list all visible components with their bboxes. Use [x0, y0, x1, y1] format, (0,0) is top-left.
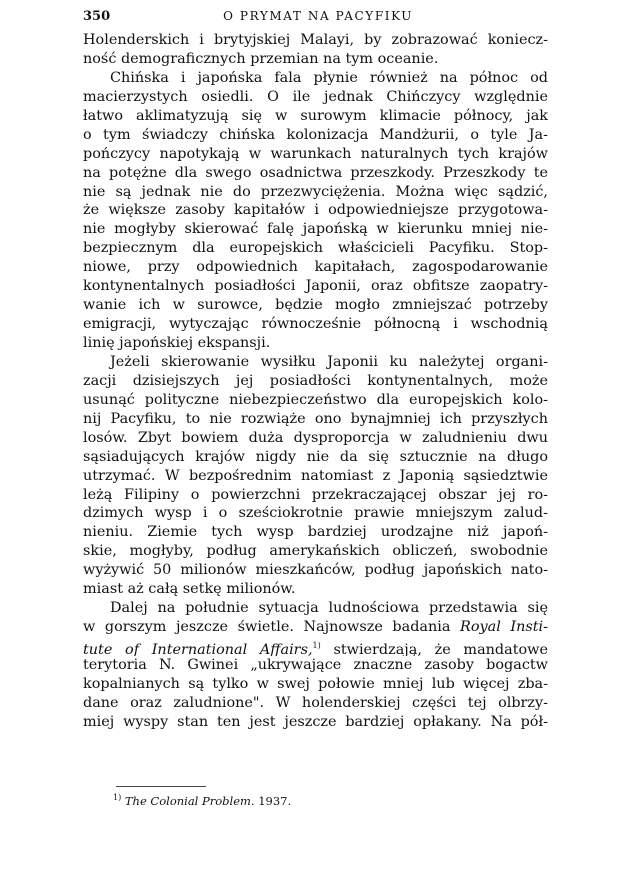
text-line: usunąć polityczne niebezpieczeństwo dla europejskich kolo- [83, 391, 548, 408]
text-line: losów. Zbyt bowiem duża dysproporcja w zaludnieniu dwu [83, 429, 548, 446]
footnote-divider [116, 786, 206, 787]
text-line: Dalej na południe sytuacja ludnościowa przedstawia się [110, 600, 548, 617]
footnote-reference: 1) [312, 641, 321, 650]
footnote-title: The Colonial Problem. [124, 793, 255, 808]
text-line: linię japońskiej ekspansji. [83, 335, 271, 351]
text-line: łatwo aklimatyzują się w surowym klimacie północy, jak [83, 107, 548, 124]
text-line: nieniu. Ziemie tych wysp bardziej urodzajne niż japoń- [83, 524, 548, 541]
text-line: niowe, przy odpowiednich kapitałach, zagospodarowanie [83, 259, 548, 276]
text-line: miast aż całą setkę milionów. [83, 581, 296, 598]
text-line: skie, mogłyby, podług amerykańskich obliczeń, swobodnie [83, 543, 548, 560]
text-line: terytoria N. Gwinei „ukrywające znaczne zasoby bogactw [83, 656, 548, 673]
text-line: nij Pacyfiku, to nie rozwiąże ono bynajmniej ich przyszłych [83, 410, 548, 427]
text-line: leżą Filipiny o powierzchni przekraczającej obszar jej ro- [83, 486, 548, 503]
text-line: że większe zasoby kapitałów i odpowiedniejsze przygotowa- [83, 202, 548, 219]
text-line: Chińska i japońska fala płynie również na północ od [110, 69, 548, 86]
text-line: kopalnianych są tylko w swej połowie mniej lub więcej zba- [83, 675, 548, 692]
page-number: 350 [83, 9, 111, 24]
text-line: nie są jednak nie do przezwyciężenia. Można więc sądzić, [83, 183, 548, 200]
text-line: pończycy napotykają w warunkach naturalnych tych krajów [83, 145, 548, 162]
text-line: dane oraz zaludnione". W holenderskiej części tej olbrzy- [83, 694, 548, 711]
text-line [83, 618, 548, 637]
footnote [113, 793, 533, 808]
text-line: miej wyspy stan ten jest jeszcze bardziej opłakany. Na pół- [83, 713, 548, 730]
text-line: sąsiadujących krajów nigdy nie da się sztucznie na długo [83, 448, 548, 465]
text-line: wanie ich w surowce, będzie mogło zmniejszać potrzeby [83, 297, 548, 314]
text-line: kontynentalnych posiadłości Japonii, oraz obfitsze zaopatry- [83, 278, 548, 295]
italic-title: Royal Insti- [460, 619, 548, 636]
text-line: bezpiecznym dla europejskich właścicieli Pacyfiku. Stop- [83, 240, 548, 257]
text-segment: stwierdzają, że mandatowe [333, 641, 548, 656]
text-line: Jeżeli skierowanie wysiłku Japonii ku należytej organi- [110, 353, 548, 370]
text-line: dzimych wysp i o sześciokrotnie prawie mniejszym zalud- [83, 505, 548, 522]
text-line: utrzymać. W bezpośrednim natomiast z Japonią sąsiedztwie [83, 467, 548, 484]
running-head: O PRYMAT NA PACYFIKU [223, 9, 413, 23]
text-line: nie mogłyby skierować falę japońską w kierunku mniej nie- [83, 221, 548, 238]
text-line: wyżywić 50 milionów mieszkańców, podług japońskich nato- [83, 562, 548, 579]
footnote-year: 1937. [258, 793, 292, 808]
text-line: macierzystych osiedli. O ile jednak Chińczycy względnie [83, 88, 548, 105]
italic-title: tute of International Affairs, [83, 641, 313, 656]
text-line [83, 637, 548, 656]
text-line: o tym świadczy chińska kolonizacja Mandżurii, o tyle Ja- [83, 126, 548, 143]
text-line: na potężne dla swego osadnictwa przeszkody. Przeszkody te [83, 164, 548, 181]
text-line: Holenderskich i brytyjskiej Malayi, by zobrazować koniecz- [83, 32, 548, 48]
text-segment: w gorszym jeszcze świetle. Najnowsze badania [83, 619, 451, 636]
text-line: emigracji, wytyczając równocześnie północną i wschodnią [83, 316, 548, 333]
page-header [83, 6, 553, 26]
body-text [83, 31, 548, 732]
text-line: ność demograficznych przemian na tym oceanie. [83, 50, 439, 67]
text-line: zacji dzisiejszych jej posiadłości kontynentalnych, może [83, 372, 548, 389]
footnote-mark: 1) [113, 793, 122, 802]
